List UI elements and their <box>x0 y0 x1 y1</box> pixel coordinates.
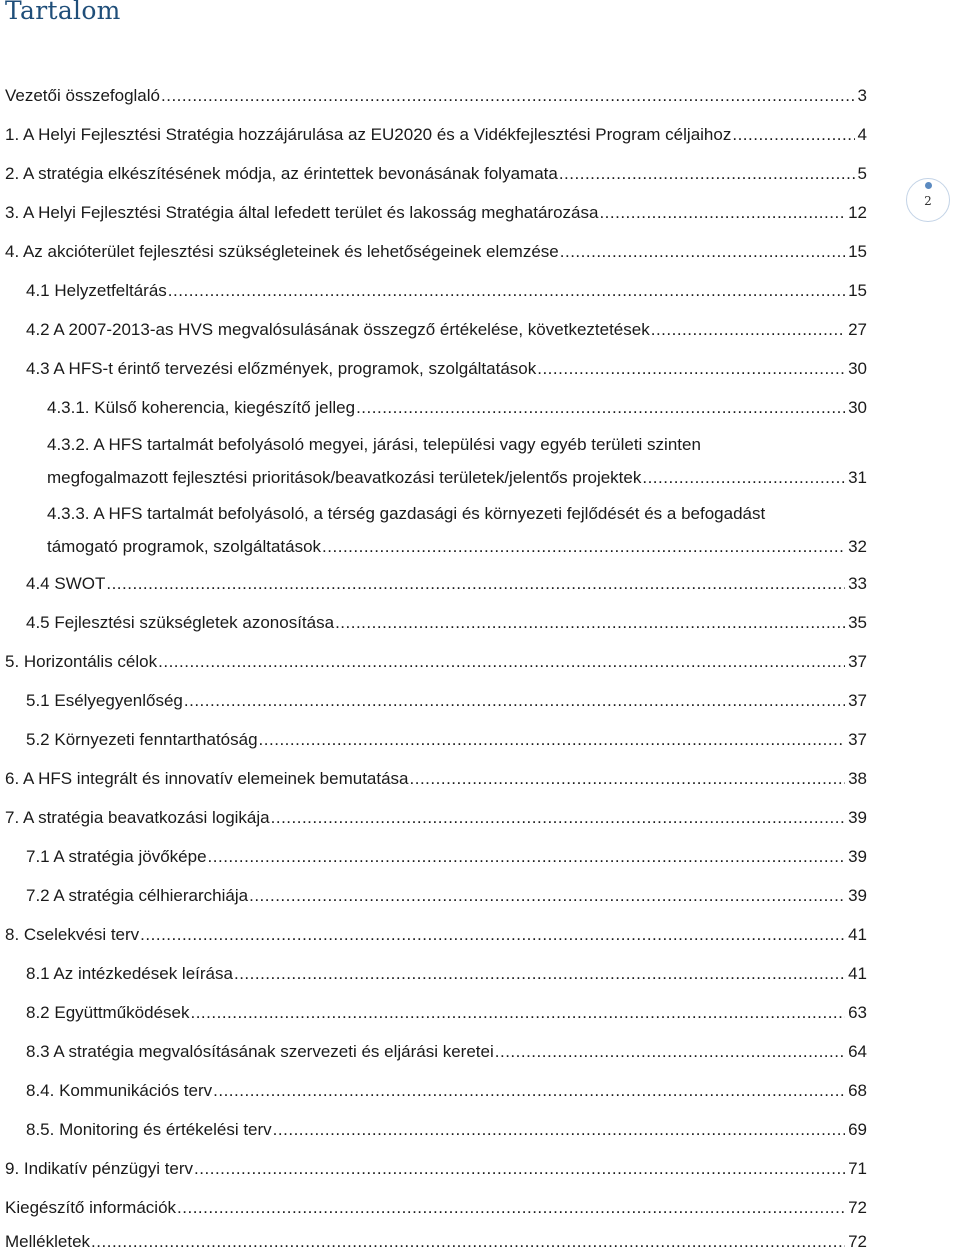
toc-entry-label: 8.3 A stratégia megvalósításának szervezeti és eljárási keretei <box>26 1042 494 1061</box>
toc-entry-4-4[interactable] <box>26 572 867 594</box>
toc-entry-7-2[interactable] <box>26 884 867 906</box>
toc-entry-4-3-3[interactable] <box>47 504 867 557</box>
toc-entry-label: 4.3.1. Külső koherencia, kiegészítő jelleg <box>47 398 356 417</box>
toc-page-number: 12 <box>848 203 867 222</box>
toc-entry-8-2[interactable] <box>26 1001 867 1023</box>
toc-entry-label: 7.1 A stratégia jövőképe <box>26 847 207 866</box>
toc-entry-5-2[interactable] <box>26 728 867 750</box>
toc-entry-label: 5. Horizontális célok <box>5 652 158 671</box>
toc-dot-leader <box>356 398 845 418</box>
toc-entry-6[interactable] <box>5 767 867 789</box>
toc-dot-leader <box>642 468 845 488</box>
toc-page-number: 39 <box>848 808 867 827</box>
toc-entry-5[interactable] <box>5 650 867 672</box>
toc-entry-label: 7. A stratégia beavatkozási logikája <box>5 808 270 827</box>
toc-dot-leader <box>651 320 845 340</box>
toc-dot-leader <box>213 1081 845 1101</box>
toc-entry-4-3[interactable] <box>26 357 867 379</box>
toc-entry-label: 2. A stratégia elkészítésének módja, az érintettek bevonásának folyamata <box>5 164 558 183</box>
toc-page-number: 30 <box>848 398 867 417</box>
toc-dot-leader <box>234 964 845 984</box>
toc-page-number: 38 <box>848 769 867 788</box>
toc-dot-leader <box>259 730 846 750</box>
toc-page-number: 41 <box>848 964 867 983</box>
toc-entry-label: Mellékletek <box>5 1232 91 1251</box>
toc-dot-leader <box>106 574 845 594</box>
toc-dot-leader <box>190 1003 845 1023</box>
toc-entry-label: 3. A Helyi Fejlesztési Stratégia által lefedett terület és lakosság meghatározása <box>5 203 599 222</box>
toc-entry-label: 7.2 A stratégia célhierarchiája <box>26 886 249 905</box>
toc-entry-vezetoi-osszefoglalo[interactable] <box>5 84 867 106</box>
toc-page-number: 30 <box>848 359 867 378</box>
toc-page-number: 39 <box>848 847 867 866</box>
toc-entry-label-continued: támogató programok, szolgáltatások <box>47 537 322 556</box>
toc-page-number: 37 <box>848 730 867 749</box>
toc-page-number: 37 <box>848 652 867 671</box>
toc-entry-label: Vezetői összefoglaló <box>5 86 160 105</box>
toc-entry-label: 9. Indikatív pénzügyi terv <box>5 1159 194 1178</box>
toc-entry-kiegeszito-informaciok[interactable] <box>5 1196 867 1218</box>
page-number: 2 <box>924 194 932 208</box>
toc-dot-leader <box>537 359 845 379</box>
toc-page-number: 31 <box>848 468 867 487</box>
toc-page-number: 71 <box>848 1159 867 1178</box>
toc-entry-1[interactable] <box>5 123 867 145</box>
toc-entry-label: 8.4. Kommunikációs terv <box>26 1081 213 1100</box>
toc-dot-leader <box>91 1232 845 1252</box>
toc-entry-label: 4. Az akcióterület fejlesztési szükségleteinek és lehetőségeinek elemzése <box>5 242 559 261</box>
toc-entry-8-4[interactable] <box>26 1079 867 1101</box>
toc-page-number: 37 <box>848 691 867 710</box>
toc-entry-label: 1. A Helyi Fejlesztési Stratégia hozzájárulása az EU2020 és a Vidékfejlesztési Program céljaihoz <box>5 125 732 144</box>
toc-dot-leader <box>271 808 845 828</box>
toc-dot-leader <box>194 1159 845 1179</box>
toc-page-number: 63 <box>848 1003 867 1022</box>
toc-entry-label: 8.2 Együttműködések <box>26 1003 190 1022</box>
toc-dot-leader <box>410 769 846 789</box>
page-title: Tartalom <box>5 0 121 25</box>
toc-dot-leader <box>158 652 845 672</box>
toc-entry-4-3-2[interactable] <box>47 435 867 488</box>
toc-entry-7-1[interactable] <box>26 845 867 867</box>
toc-entry-label: 4.3 A HFS-t érintő tervezési előzmények, programok, szolgáltatások <box>26 359 537 378</box>
toc-entry-label: 4.5 Fejlesztési szükségletek azonosítása <box>26 613 335 632</box>
toc-entry-3[interactable] <box>5 201 867 223</box>
toc-entry-4-5[interactable] <box>26 611 867 633</box>
toc-entry-5-1[interactable] <box>26 689 867 711</box>
toc-page-number: 15 <box>848 242 867 261</box>
toc-dot-leader <box>495 1042 845 1062</box>
toc-dot-leader <box>559 164 855 184</box>
toc-page-number: 39 <box>848 886 867 905</box>
toc-entry-label: 4.4 SWOT <box>26 574 106 593</box>
toc-dot-leader <box>273 1120 845 1140</box>
toc-dot-leader <box>177 1198 845 1218</box>
toc-dot-leader <box>322 537 845 557</box>
toc-entry-label: 5.2 Környezeti fenntarthatóság <box>26 730 258 749</box>
toc-dot-leader <box>560 242 845 262</box>
toc-entry-label: 4.3.3. A HFS tartalmát befolyásoló, a térség gazdasági és környezeti fejlődését és a befogadást <box>47 504 766 523</box>
badge-dot-icon <box>925 182 932 189</box>
toc-dot-leader <box>168 281 845 301</box>
toc-entry-label: 5.1 Esélyegyenlőség <box>26 691 183 710</box>
toc-page-number: 35 <box>848 613 867 632</box>
toc-page-number: 5 <box>857 164 867 183</box>
toc-entry-label: 8.1 Az intézkedések leírása <box>26 964 233 983</box>
toc-dot-leader <box>732 125 854 145</box>
toc-entry-mellekletek[interactable] <box>5 1230 867 1252</box>
toc-page-number: 69 <box>848 1120 867 1139</box>
toc-entry-label: 4.3.2. A HFS tartalmát befolyásoló megyei, járási, települési vagy egyéb területi szinten <box>47 435 701 454</box>
toc-entry-label: 4.1 Helyzetfeltárás <box>26 281 167 300</box>
toc-entry-continuation <box>47 535 867 557</box>
toc-entry-8-5[interactable] <box>26 1118 867 1140</box>
toc-page-number: 32 <box>848 537 867 556</box>
toc-entry-4-2[interactable] <box>26 318 867 340</box>
toc-entry-label: 8. Cselekvési terv <box>5 925 140 944</box>
toc-entry-label: 8.5. Monitoring és értékelési terv <box>26 1120 272 1139</box>
toc-dot-leader <box>249 886 845 906</box>
toc-entry-4-1[interactable] <box>26 279 867 301</box>
toc-entry-label: Kiegészítő információk <box>5 1198 177 1217</box>
toc-page-number: 15 <box>848 281 867 300</box>
toc-dot-leader <box>208 847 846 867</box>
toc-dot-leader <box>184 691 845 711</box>
toc-entry-4[interactable] <box>5 240 867 262</box>
toc-page-number: 3 <box>857 86 867 105</box>
toc-entry-7[interactable] <box>5 806 867 828</box>
toc-entry-8-1[interactable] <box>26 962 867 984</box>
toc-entry-2[interactable] <box>5 162 867 184</box>
toc-entry-label: 6. A HFS integrált és innovatív elemeinek bemutatása <box>5 769 409 788</box>
toc-entry-4-3-1[interactable] <box>47 396 867 418</box>
toc-page-number: 4 <box>857 125 867 144</box>
toc-entry-9[interactable] <box>5 1157 867 1179</box>
toc-dot-leader <box>161 86 855 106</box>
toc-entry-8[interactable] <box>5 923 867 945</box>
toc-dot-leader <box>140 925 845 945</box>
toc-page-number: 64 <box>848 1042 867 1061</box>
toc-page-number: 27 <box>848 320 867 339</box>
toc-entry-label: 4.2 A 2007-2013-as HVS megvalósulásának összegző értékelése, következtetések <box>26 320 650 339</box>
toc-page-number: 72 <box>848 1232 867 1251</box>
toc-page-number: 41 <box>848 925 867 944</box>
toc-dot-leader <box>599 203 845 223</box>
toc-entry-label-continued: megfogalmazott fejlesztési prioritások/beavatkozási területek/jelentős projektek <box>47 468 642 487</box>
page-number-badge <box>906 178 954 226</box>
toc-page-number: 33 <box>848 574 867 593</box>
toc-entry-continuation <box>47 466 867 488</box>
toc-page-number: 68 <box>848 1081 867 1100</box>
toc-page-number: 72 <box>848 1198 867 1217</box>
toc-dot-leader <box>335 613 845 633</box>
toc-entry-8-3[interactable] <box>26 1040 867 1062</box>
